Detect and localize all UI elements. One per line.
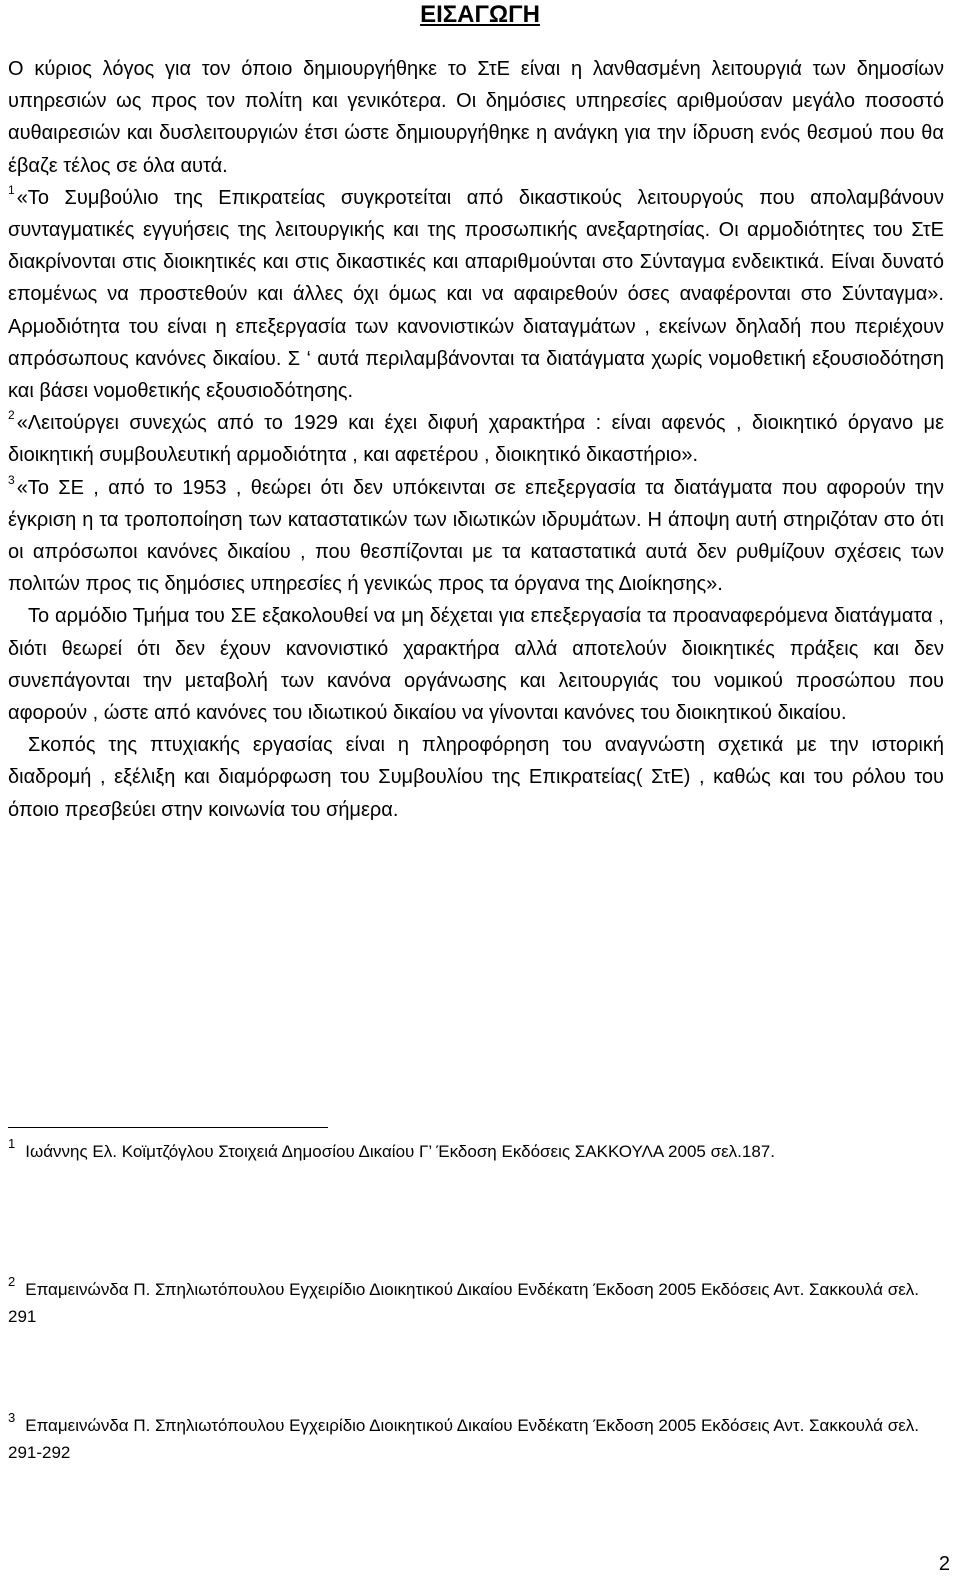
- main-text: [8, 53, 944, 826]
- footnote-separator: [8, 1127, 328, 1128]
- footnote-2: [8, 1276, 938, 1330]
- footnote-reference-3: 3: [8, 472, 15, 487]
- paragraph-intro-text: Ο κύριος λόγος για τον όποιο δημιουργήθηκε το ΣτΕ είναι η λανθασμένη λειτουργιά των δημοσίων υπηρεσιών ως προς τον πολίτη και γενικότερα. Οι δημόσιες υπηρεσίες αριθμούσαν μεγάλο ποσοστό αυθαιρεσιών και δυσλειτουργιών έτσι ώστε δημιουργήθηκε η ανάγκη για την ίδρυση ενός θεσμού που θα έβαζε τέλος σε όλα αυτά.: [8, 58, 944, 177]
- footnote-3-number: 3: [8, 1410, 16, 1425]
- paragraph-department-practice: [8, 600, 944, 729]
- paragraph-council-composition: [8, 182, 944, 407]
- footnote-1-text: Ιωάννης Ελ. Κοϊμτζόγλου Στοιχειά Δημοσίου Δικαίου Γ’ Έκδοση Εκδόσεις ΣΑΚΚΟΥΛΑ 2005 σελ.187.: [25, 1142, 775, 1161]
- page-number: 2: [938, 1553, 950, 1575]
- footnote-1: [8, 1138, 938, 1165]
- paragraph-council-composition-text: «Το Συμβούλιο της Επικρατείας συγκροτείται από δικαστικούς λειτουργούς που απολαμβάνουν συνταγματικές εγγυήσεις της λειτουργικής και της προσωπικής ανεξαρτησίας. Οι αρμοδιότητες του ΣτΕ διακρίνονται στις διοικητικές και στις δικαστικές και απαριθμούνται στο Σύνταγμα ενδεικτικά. Είναι δυνατό επομένως να προστεθούν και άλλες όχι όμως και να αφαιρεθούν όσες αναφέρονται στο Σύνταγμα». Αρμοδιότητα του είναι η επεξεργασία των κανονιστικών διαταγμάτων , εκείνων δηλαδή που περιέχουν απρόσωπους κανόνες δικαίου. Σ ‘ αυτά περιλαμβάνονται τα διατάγματα χωρίς νομοθετική εξουσιοδότηση και βάσει νομοθετικής εξουσιοδότησης.: [8, 186, 944, 403]
- footnote-1-number: 1: [8, 1136, 16, 1151]
- footnote-reference-1: 1: [8, 182, 15, 197]
- footnote-3-text: Επαμεινώνδα Π. Σπηλιωτόπουλου Εγχειρίδιο Διοικητικού Δικαίου Ενδέκατη Έκδοση 2005 Εκδόσεις Αντ. Σακκουλά σελ. 291-292: [8, 1416, 919, 1462]
- paragraph-dual-character: [8, 407, 944, 471]
- paragraph-1953-position-text: «Το ΣΕ , από το 1953 , θεώρει ότι δεν υπόκεινται σε επεξεργασία τα διατάγματα που αφορούν την έγκριση η τα τροποποίηση των καταστατικών των ιδιωτικών ιδρυμάτων. Η άποψη αυτή στηριζόταν στο ότι οι απρόσωποι κανόνες δικαίου , που θεσπίζονται με τα καταστατικά αυτά δεν ρυθμίζουν σχέσεις των πολιτών προς τις δημόσιες υπηρεσίες ή γενικώς προς τα όργανα της Διοίκησης».: [8, 476, 944, 596]
- page-title: ΕΙΣΑΓΩΓΗ: [420, 1, 540, 28]
- paragraph-dual-character-text: «Λειτούργει συνεχώς από το 1929 και έχει διφυή χαρακτήρα : είναι αφενός , διοικητικό όργανο με διοικητική συμβουλευτική αρμοδιότητα , και αφετέρου , διοικητικό δικαστήριο».: [8, 412, 944, 467]
- paragraph-thesis-purpose-text: Σκοπός της πτυχιακής εργασίας είναι η πληροφόρηση του αναγνώστη σχετικά με την ιστορική διαδρομή , εξέλιξη και διαμόρφωση του Συμβουλίου της Επικρατείας( ΣτΕ) , καθώς και του ρόλου του όποιο πρεσβεύει στην κοινωνία του σήμερα.: [8, 734, 944, 821]
- paragraph-thesis-purpose: [8, 729, 944, 826]
- paragraph-department-practice-text: Το αρμόδιο Τμήμα του ΣΕ εξακολουθεί να μη δέχεται για επεξεργασία τα προαναφερόμενα διατάγματα , διότι θεωρεί ότι δεν έχουν κανονιστικό χαρακτήρα αλλά αποτελούν διοικητικές πράξεις και δεν συνεπάγονται την μεταβολή των κανόνα οργάνωσης και λειτουργιάς του νομικού προσώπου που αφορούν , ώστε από κανόνες του ιδιωτικού δικαίου να γίνονται κανόνες του διοικητικού δικαίου.: [8, 605, 944, 725]
- footnote-2-number: 2: [8, 1274, 16, 1289]
- footnote-2-text: Επαμεινώνδα Π. Σπηλιωτόπουλου Εγχειρίδιο Διοικητικού Δικαίου Ενδέκατη Έκδοση 2005 Εκδόσεις Αντ. Σακκουλά σελ. 291: [8, 1280, 919, 1326]
- footnote-reference-2: 2: [8, 408, 15, 423]
- footnote-3: [8, 1412, 938, 1466]
- paragraph-1953-position: [8, 472, 944, 601]
- paragraph-intro: [8, 53, 944, 182]
